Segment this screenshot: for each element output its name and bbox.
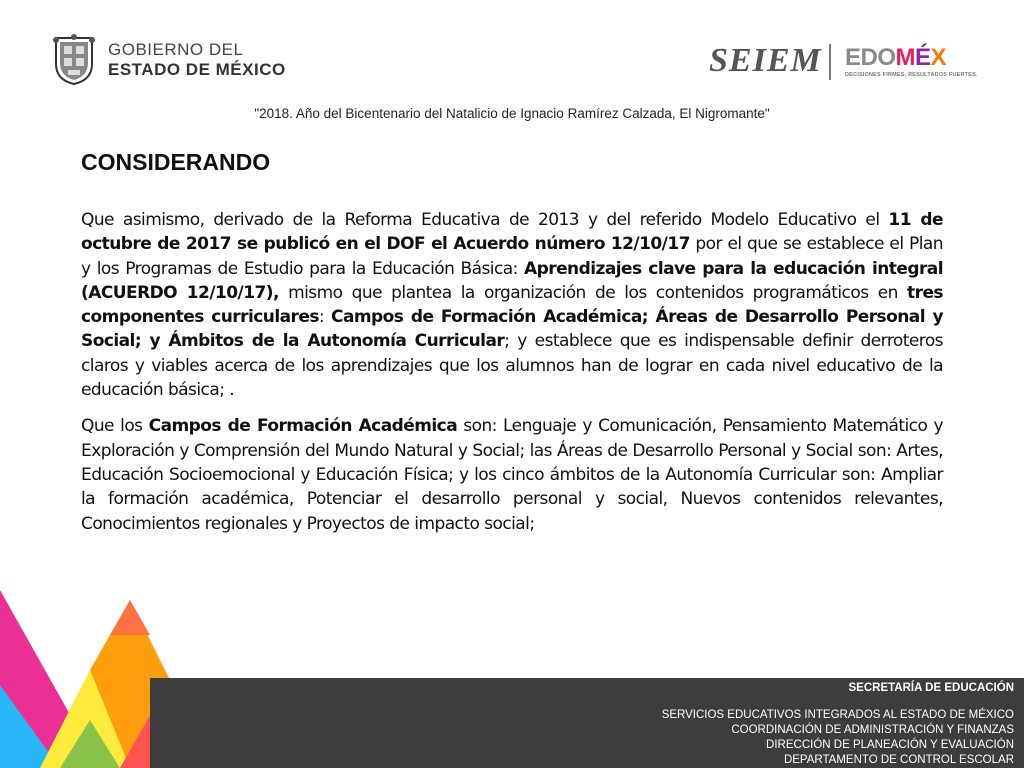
logo-divider <box>829 44 831 80</box>
paragraph-1: Que asimismo, derivado de la Reforma Educativa de 2013 y del referido Modelo Educativo el 11 de octubre de 2017 se publicó en el DOF el Acuerdo número 12/10/17 por el que se establece el Plan y los Programas de Estudio para la Educación Básica: Aprendizajes clave para la educación integral (ACUERDO 12/10/17), mismo que plantea la organización de los contenidos programáticos en tres componentes curriculares: Campos de Formación Académica; Áreas de Desarrollo Personal y Social; y Ámbitos de la Autonomía Curricular; y establece que es indispensable definir derroteros claros y viables acerca de los aprendizajes que los alumnos han de lograr en cada nivel educativo de la educación básica; . <box>81 210 943 401</box>
edomex-tagline: DECISIONES FIRMES, RESULTADOS FUERTES. <box>845 72 978 78</box>
footer-line-3: DIRECCIÓN DE PLANEACIÓN Y EVALUACIÓN <box>766 739 1014 751</box>
government-logo <box>50 34 286 86</box>
footer-title: SECRETARÍA DE EDUCACIÓN <box>848 682 1014 694</box>
document-body <box>81 208 943 548</box>
year-motto: "2018. Año del Bicentenario del Natalicio de Ignacio Ramírez Calzada, El Nigromante" <box>254 106 770 121</box>
page-header <box>0 0 1024 130</box>
footer-line-1: SERVICIOS EDUCATIVOS INTEGRADOS AL ESTADO DE MÉXICO <box>661 709 1014 721</box>
edomex-logo-icon: EDOMÉX DECISIONES FIRMES, RESULTADOS FUERTES. <box>845 44 978 78</box>
seiem-logo: SEIEM <box>709 42 822 79</box>
footer-line-4: DEPARTAMENTO DE CONTROL ESCOLAR <box>783 754 1014 766</box>
footer-bar <box>150 678 1024 768</box>
document-heading: CONSIDERANDO <box>81 149 271 175</box>
coat-of-arms-icon <box>50 34 98 86</box>
gov-name-line2: ESTADO DE MÉXICO <box>108 60 286 79</box>
footer-line-2: COORDINACIÓN DE ADMINISTRACIÓN Y FINANZAS <box>731 724 1014 736</box>
gov-name-line1: GOBIERNO DEL <box>108 40 244 59</box>
paragraph-2: Que los Campos de Formación Académica son: Lenguaje y Comunicación, Pensamiento Matemático y Exploración y Comprensión del Mundo Natural y Social; las Áreas de Desarrollo Personal y Social son: Artes, Educación Socioemocional y Educación Física; y los cinco ámbitos de la Autonomía Curricular son: Ampliar la formación académica, Potenciar el desarrollo personal y social, Nuevos contenidos relevantes, Conocimientos regionales y Proyectos de impacto social; <box>81 416 943 534</box>
